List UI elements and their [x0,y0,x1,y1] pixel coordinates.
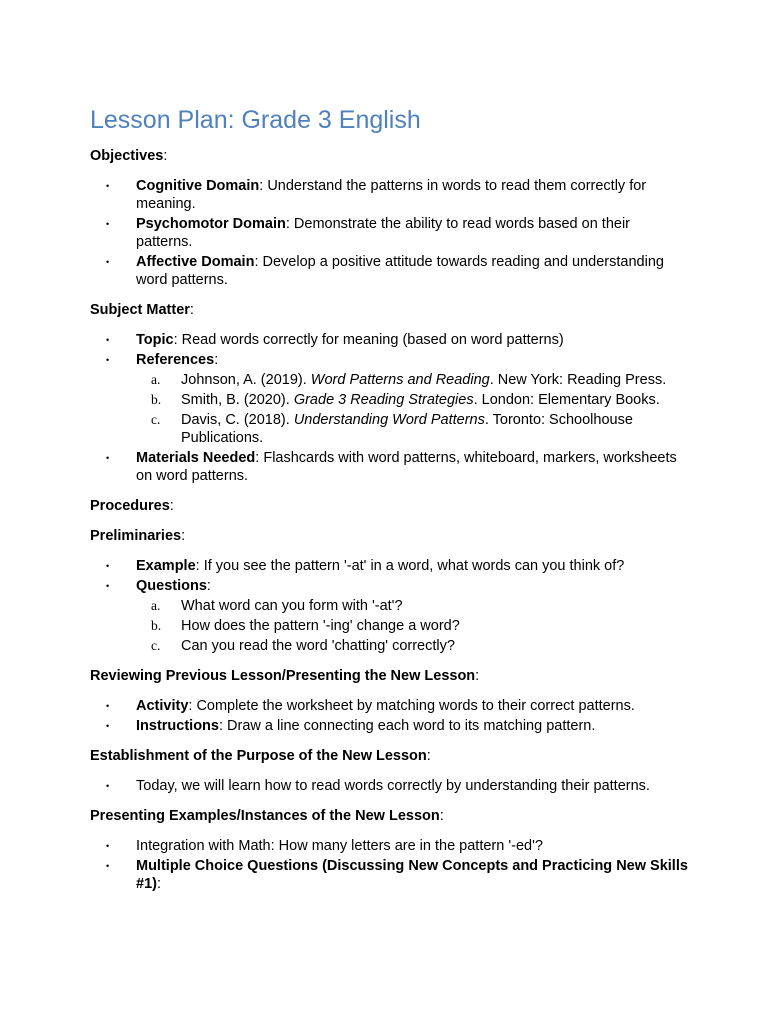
presenting-list [90,837,690,893]
bullet-icon: • [106,355,110,365]
list-item: • Today, we will learn how to read words correctly by understanding their patterns. [106,778,650,794]
question-item: a. What word can you form with '-at'? [151,598,403,614]
section-heading-procedures: Procedures: [90,498,174,514]
bullet-icon: • [106,701,110,711]
bullet-icon: • [106,781,110,791]
section-heading-reviewing: Reviewing Previous Lesson/Presenting the New Lesson: [90,668,480,684]
bullet-icon: • [106,181,110,191]
bullet-icon: • [106,453,110,463]
document-body [90,105,690,905]
reference-item: b. Smith, B. (2020). Grade 3 Reading Strategies. London: Elementary Books. [151,392,660,408]
bullet-icon: • [106,219,110,229]
list-item: • Affective Domain: Develop a positive attitude towards reading and understanding word patterns. [106,254,664,288]
list-item: • Topic: Read words correctly for meaning (based on word patterns) [106,332,564,348]
reference-item: c. Davis, C. (2018). Understanding Word Patterns. Toronto: Schoolhouse Publications. [151,412,633,446]
list-item: • References: a. Johnson, A. (2019). Word Patterns and Reading. New York: Reading Press. b. Smith, B. (2020). Grade 3 Reading Strategies. London: Elementary Books. c. Davis, C. (2018). Understanding Word Patterns. Toronto: Schoolhouse Publications. [90,351,690,447]
list-item: • Multiple Choice Questions (Discussing New Concepts and Practicing New Skills #1): [106,858,688,892]
list-item: • Materials Needed: Flashcards with word patterns, whiteboard, markers, worksheets on word patterns. [106,450,677,484]
bullet-icon: • [106,721,110,731]
list-item: • Activity: Complete the worksheet by matching words to their correct patterns. [106,698,635,714]
reference-item: a. Johnson, A. (2019). Word Patterns and Reading. New York: Reading Press. [151,372,667,388]
subject-matter-list [90,331,690,485]
section-heading-purpose: Establishment of the Purpose of the New Lesson: [90,748,431,764]
references-list [136,371,690,447]
question-item: b. How does the pattern '-ing' change a word? [151,618,460,634]
bullet-icon: • [106,861,110,871]
objectives-list [90,177,690,289]
list-item: • Psychomotor Domain: Demonstrate the ability to read words based on their patterns. [106,216,631,250]
bullet-icon: • [106,581,110,591]
bullet-icon: • [106,335,110,345]
section-heading-objectives: Objectives: [90,148,168,164]
list-item: • Cognitive Domain: Understand the patterns in words to read them correctly for meaning. [106,178,647,212]
question-item: c. Can you read the word 'chatting' correctly? [151,638,455,654]
document-title: Lesson Plan: Grade 3 English [90,106,421,134]
questions-list [136,597,690,655]
section-heading-preliminaries: Preliminaries: [90,528,186,544]
list-item: • Questions: a. What word can you form with '-at'? b. How does the pattern '-ing' change a word? c. Can you read the word 'chatting' correctly? [90,577,690,655]
bullet-icon: • [106,841,110,851]
bullet-icon: • [106,561,110,571]
bullet-icon: • [106,257,110,267]
preliminaries-list [90,557,690,655]
list-item: • Integration with Math: How many letters are in the pattern '-ed'? [106,838,543,854]
list-item: • Example: If you see the pattern '-at' in a word, what words can you think of? [106,558,625,574]
list-item: • Instructions: Draw a line connecting each word to its matching pattern. [106,718,596,734]
section-heading-presenting: Presenting Examples/Instances of the New Lesson: [90,808,444,824]
section-heading-subject-matter: Subject Matter: [90,302,194,318]
reviewing-list [90,697,690,735]
purpose-list [90,777,690,795]
